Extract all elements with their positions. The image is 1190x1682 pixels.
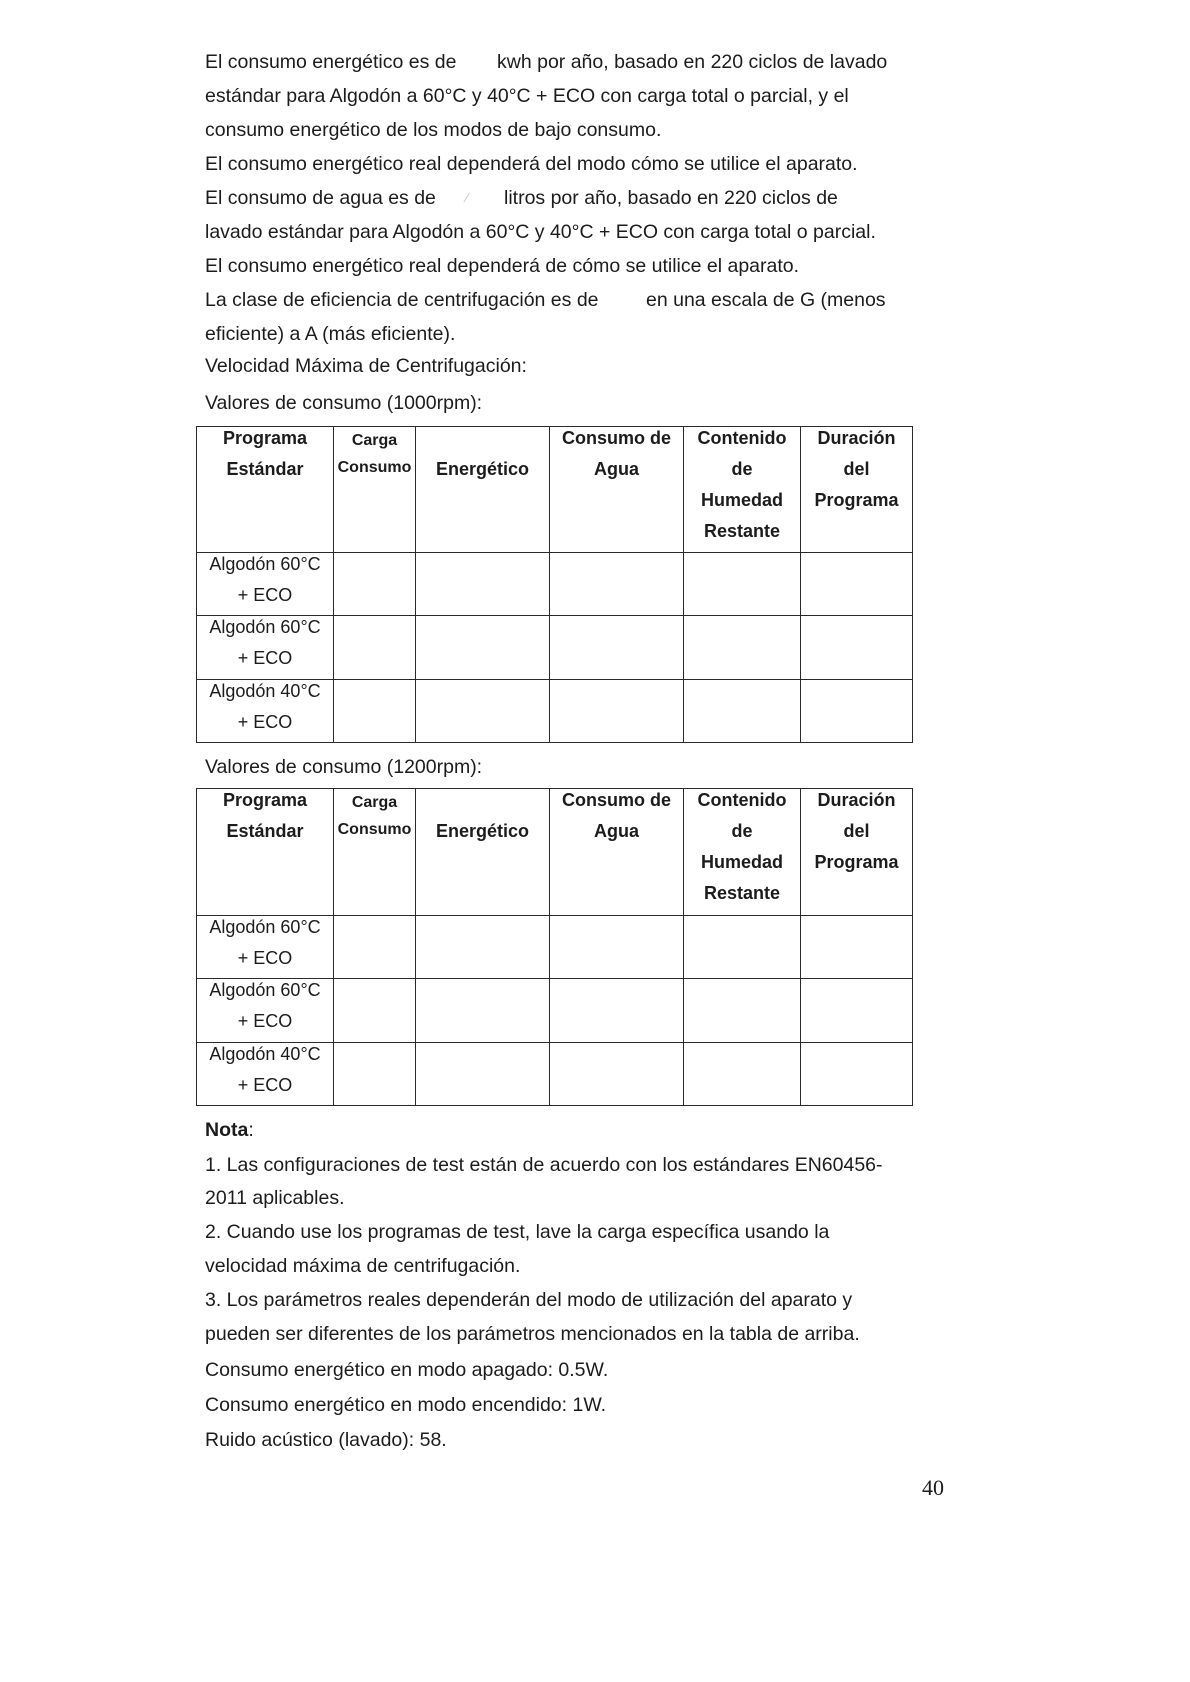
empty-cell (334, 616, 416, 680)
program-cell (197, 979, 334, 1043)
header-line: Programa (222, 428, 308, 448)
empty-cell (801, 616, 913, 680)
header-line: Consumo (337, 459, 412, 476)
intro-line-1-end: kwh por año, basado en 220 ciclos de lavado (497, 51, 888, 73)
empty-cell (684, 1043, 801, 1106)
consumption-table-1000rpm (196, 426, 913, 743)
empty-cell (684, 979, 801, 1043)
note-heading (205, 1113, 254, 1147)
table-row (197, 680, 913, 743)
header-program (197, 789, 334, 916)
empty-cell (550, 680, 684, 743)
empty-cell (801, 979, 913, 1043)
table-2-title: Valores de consumo (1200rpm): (205, 756, 483, 778)
header-water (550, 427, 684, 553)
acoustic-noise: Ruido acústico (lavado): 58. (205, 1429, 447, 1451)
header-humidity (684, 427, 801, 553)
header-line: Estándar (226, 821, 304, 841)
program-line: Algodón 60°C (209, 980, 321, 1000)
intro-line-8-end: en una escala de G (menos (646, 289, 886, 311)
intro-line-7: El consumo energético real dependerá de cómo se utilice el aparato. (205, 255, 800, 277)
program-cell (197, 616, 334, 680)
note-title: Nota (205, 1119, 249, 1141)
header-line: Contenido (697, 790, 787, 810)
header-line: Carga (351, 794, 398, 811)
consumption-table-1200rpm (196, 788, 913, 1106)
note-line-3: 2. Cuando use los programas de test, lave la carga específica usando la (205, 1221, 830, 1243)
program-cell (197, 680, 334, 743)
intro-line-1-start: El consumo energético es de (205, 51, 457, 73)
intro-line-4: El consumo energético real dependerá del modo cómo se utilice el aparato. (205, 153, 858, 175)
program-cell (197, 916, 334, 979)
empty-cell (550, 553, 684, 616)
header-load (334, 427, 416, 553)
program-line: + ECO (237, 1011, 293, 1031)
header-line: Consumo (337, 821, 412, 838)
program-line: + ECO (237, 712, 293, 732)
header-line: Programa (222, 790, 308, 810)
header-load (334, 789, 416, 916)
program-line: + ECO (237, 1075, 293, 1095)
empty-cell (416, 680, 550, 743)
program-line: Algodón 60°C (209, 917, 321, 937)
empty-cell (416, 916, 550, 979)
table-1-title: Valores de consumo (1000rpm): (205, 392, 483, 414)
program-line: Algodón 40°C (209, 681, 321, 701)
header-line: Consumo de (561, 428, 671, 448)
header-energy (416, 789, 550, 916)
program-cell (197, 553, 334, 616)
header-line: Programa (814, 852, 899, 872)
header-line: Duración (817, 790, 896, 810)
program-line: Algodón 60°C (209, 617, 321, 637)
note-line-6: pueden ser diferentes de los parámetros mencionados en la tabla de arriba. (205, 1323, 860, 1345)
empty-cell (416, 1043, 550, 1106)
empty-cell (684, 553, 801, 616)
intro-line-9: eficiente) a A (más eficiente). (205, 323, 456, 345)
empty-cell (684, 680, 801, 743)
intro-line-6: lavado estándar para Algodón a 60°C y 40°C + ECO con carga total o parcial. (205, 221, 876, 243)
header-line: Agua (594, 821, 639, 841)
header-line: Duración (817, 428, 896, 448)
program-line: Algodón 60°C (209, 554, 321, 574)
empty-cell (550, 616, 684, 680)
intro-line-5-end: litros por año, basado en 220 ciclos de (504, 187, 838, 209)
header-line: Consumo de (561, 790, 671, 810)
header-energy (416, 427, 550, 553)
empty-cell (334, 680, 416, 743)
intro-line-8-start: La clase de eficiencia de centrifugación es de (205, 289, 599, 311)
header-line: Energético (435, 459, 530, 479)
header-line: Humedad (700, 852, 783, 872)
empty-cell (334, 1043, 416, 1106)
intro-line-10: Velocidad Máxima de Centrifugación: (205, 355, 527, 377)
empty-cell (334, 979, 416, 1043)
header-line: Carga (351, 432, 398, 449)
empty-cell (550, 1043, 684, 1106)
empty-cell (801, 680, 913, 743)
header-line: de (731, 821, 753, 841)
header-line: Humedad (700, 490, 783, 510)
intro-line-5-start: El consumo de agua es de (205, 187, 436, 209)
header-water (550, 789, 684, 916)
program-line: Algodón 40°C (209, 1044, 321, 1064)
empty-cell (801, 916, 913, 979)
table-header-row (197, 789, 913, 916)
empty-cell (684, 916, 801, 979)
header-line: Agua (594, 459, 639, 479)
header-program (197, 427, 334, 553)
empty-cell (334, 553, 416, 616)
empty-cell (416, 979, 550, 1043)
note-line-1: 1. Las configuraciones de test están de acuerdo con los estándares EN60456- (205, 1154, 883, 1176)
header-duration (801, 427, 913, 553)
header-line: de (731, 459, 753, 479)
empty-cell (334, 916, 416, 979)
empty-cell (550, 916, 684, 979)
note-line-5: 3. Los parámetros reales dependerán del modo de utilización del aparato y (205, 1289, 853, 1311)
empty-cell (416, 616, 550, 680)
program-line: + ECO (237, 585, 293, 605)
table-row (197, 916, 913, 979)
header-line: Contenido (697, 428, 787, 448)
program-cell (197, 1043, 334, 1106)
intro-line-3: consumo energético de los modos de bajo consumo. (205, 119, 662, 141)
program-line: + ECO (237, 948, 293, 968)
header-line: del (843, 821, 870, 841)
table-row (197, 553, 913, 616)
header-line: Estándar (226, 459, 304, 479)
empty-cell (801, 1043, 913, 1106)
intro-line-5-mark: ⁄ (466, 190, 469, 205)
header-line: Energético (435, 821, 530, 841)
empty-cell (801, 553, 913, 616)
intro-line-2: estándar para Algodón a 60°C y 40°C + ECO con carga total o parcial, y el (205, 85, 849, 107)
header-duration (801, 789, 913, 916)
header-line: del (843, 459, 870, 479)
program-line: + ECO (237, 648, 293, 668)
header-line: Restante (703, 521, 781, 541)
header-humidity (684, 789, 801, 916)
note-line-2: 2011 aplicables. (205, 1187, 345, 1209)
empty-cell (416, 553, 550, 616)
table-row (197, 616, 913, 680)
standby-off-consumption: Consumo energético en modo apagado: 0.5W. (205, 1359, 609, 1381)
header-line: Restante (703, 883, 781, 903)
standby-on-consumption: Consumo energético en modo encendido: 1W. (205, 1394, 607, 1416)
header-line: Programa (814, 490, 899, 510)
note-colon: : (248, 1119, 254, 1141)
page-number: 40 (922, 1475, 944, 1500)
note-line-4: velocidad máxima de centrifugación. (205, 1255, 521, 1277)
table-row (197, 1043, 913, 1106)
empty-cell (550, 979, 684, 1043)
table-row (197, 979, 913, 1043)
table-header-row (197, 427, 913, 553)
empty-cell (684, 616, 801, 680)
